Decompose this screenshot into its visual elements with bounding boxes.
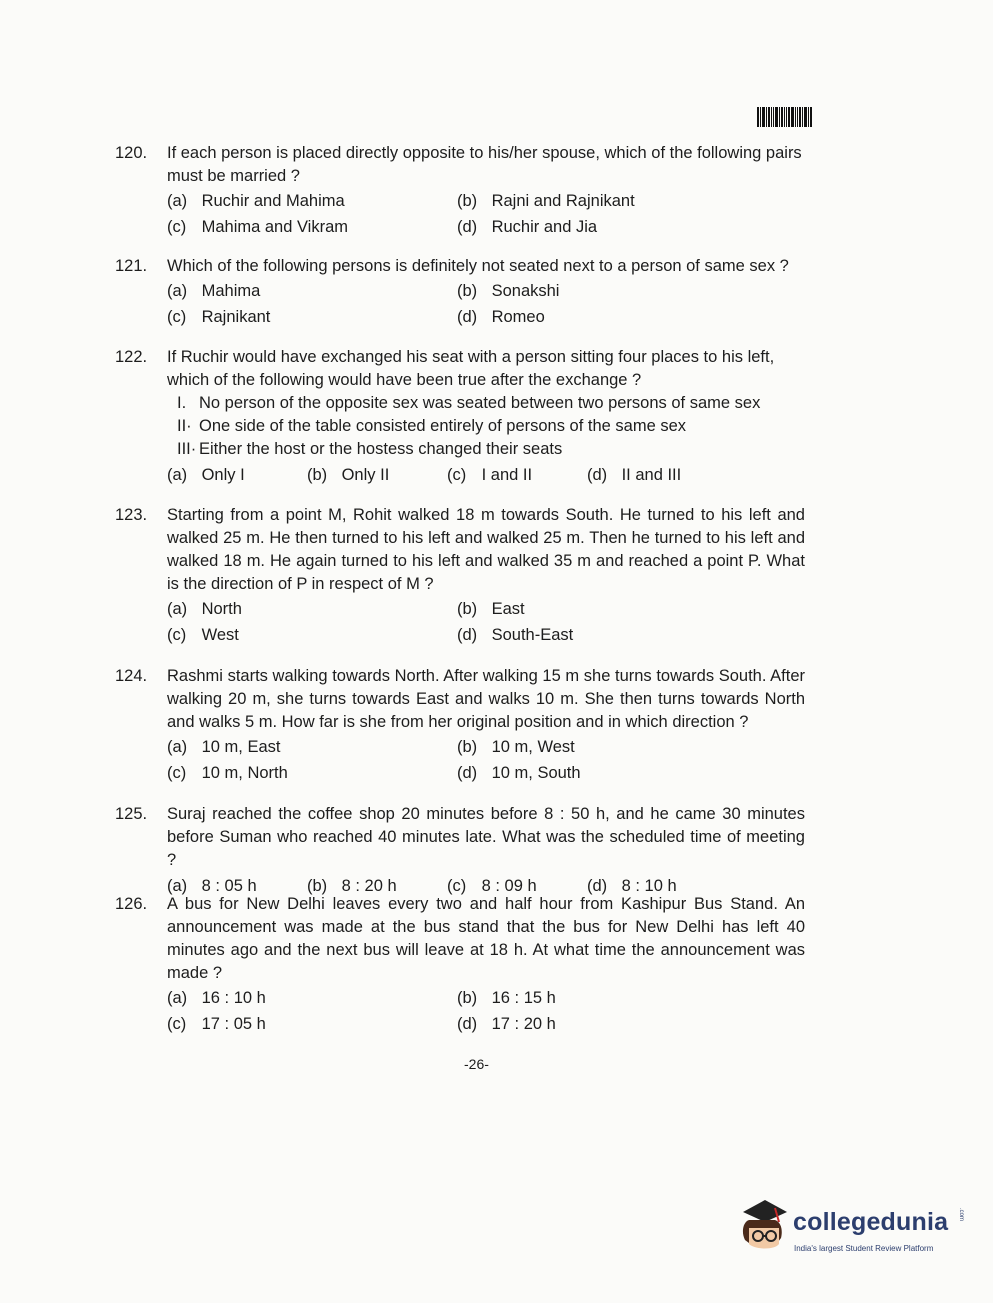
option-b: (b) 8 : 20 h — [307, 877, 397, 895]
option-a: (a) 10 m, East — [167, 738, 281, 756]
question-number: 122. — [115, 348, 148, 366]
question-stem: Which of the following persons is definitely not seated next to a person of same sex ? — [167, 257, 789, 275]
question-121 — [115, 255, 805, 329]
question-124 — [115, 665, 805, 785]
option-a: (a) Mahima — [167, 282, 261, 300]
question-number: 120. — [115, 144, 148, 162]
question-number: 125. — [115, 805, 148, 823]
option-c: (c) West — [167, 626, 239, 644]
option-d: (d) Ruchir and Jia — [457, 218, 598, 236]
question-number: 126. — [115, 895, 148, 913]
option-c: (c) 8 : 09 h — [447, 877, 537, 895]
question-stem: Starting from a point M, Rohit walked 18 m towards South. He turned to his left and walked 25 m. He then turned to his left and walked 25 m. Then he turned to his left and walked 18 m. He again turned to his left and walked 35 m and reached a point P. What is the direction of P in respect of M ? — [167, 506, 805, 593]
question-number: 123. — [115, 506, 148, 524]
collegedunia-logo — [735, 1198, 965, 1258]
question-122 — [115, 346, 805, 487]
question-stem: If each person is placed directly opposite to his/her spouse, which of the following pairs must be married ? — [167, 144, 802, 185]
statement-list — [177, 392, 805, 461]
option-c: (c) 10 m, North — [167, 764, 288, 782]
question-120 — [115, 142, 805, 239]
option-b: (b) Sonakshi — [457, 282, 560, 300]
question-126 — [115, 893, 805, 1036]
question-stem: If Ruchir would have exchanged his seat with a person sitting four places to his left, which of the following would have been true after the exchange ? — [167, 348, 775, 389]
mascot-icon — [735, 1198, 793, 1258]
question-stem: A bus for New Delhi leaves every two and half hour from Kashipur Bus Stand. An announcement was made at the bus stand that the bus for New Delhi has left 40 minutes ago and the next bus will leave at 18 h. At what time the announcement was made ? — [167, 895, 805, 982]
option-d: (d) South-East — [457, 626, 574, 644]
option-d: (d) Romeo — [457, 308, 545, 326]
option-a: (a) 8 : 05 h — [167, 877, 257, 895]
question-stem: Rashmi starts walking towards North. After walking 15 m she turns towards South. After walking 20 m, she turns towards East and walks 10 m. She then turns towards North and walks 5 m. How far is she from her original position and in which direction ? — [167, 667, 805, 731]
option-c: (c) I and II — [447, 466, 533, 484]
option-b: (b) Rajni and Rajnikant — [457, 192, 635, 210]
option-b: (b) East — [457, 600, 525, 618]
barcode — [757, 107, 821, 127]
option-d: (d) 10 m, South — [457, 764, 581, 782]
option-c: (c) Rajnikant — [167, 308, 271, 326]
question-123 — [115, 504, 805, 647]
question-stem: Suraj reached the coffee shop 20 minutes before 8 : 50 h, and he came 30 minutes before Suman who reached 40 minutes late. What was the scheduled time of meeting ? — [167, 805, 805, 869]
option-a: (a) North — [167, 600, 242, 618]
option-a: (a) Only I — [167, 466, 245, 484]
option-a: (a) 16 : 10 h — [167, 989, 266, 1007]
question-number: 121. — [115, 257, 148, 275]
logo-suffix: .com — [958, 1208, 964, 1222]
statement-2: II· One side of the table consisted entirely of persons of the same sex — [177, 417, 687, 435]
option-b: (b) Only II — [307, 466, 390, 484]
logo-brand-text: collegedunia — [793, 1208, 949, 1236]
option-d: (d) 17 : 20 h — [457, 1015, 556, 1033]
statement-3: III· Either the host or the hostess changed their seats — [177, 440, 563, 458]
logo-tagline: India's largest Student Review Platform — [794, 1244, 934, 1253]
option-b: (b) 10 m, West — [457, 738, 575, 756]
option-d: (d) 8 : 10 h — [587, 877, 677, 895]
option-a: (a) Ruchir and Mahima — [167, 192, 345, 210]
option-c: (c) Mahima and Vikram — [167, 218, 349, 236]
question-125 — [115, 803, 805, 898]
option-c: (c) 17 : 05 h — [167, 1015, 266, 1033]
page-number: -26- — [464, 1056, 489, 1072]
statement-1: I. No person of the opposite sex was seated between two persons of same sex — [177, 394, 761, 412]
option-d: (d) II and III — [587, 466, 682, 484]
question-number: 124. — [115, 667, 148, 685]
option-b: (b) 16 : 15 h — [457, 989, 556, 1007]
